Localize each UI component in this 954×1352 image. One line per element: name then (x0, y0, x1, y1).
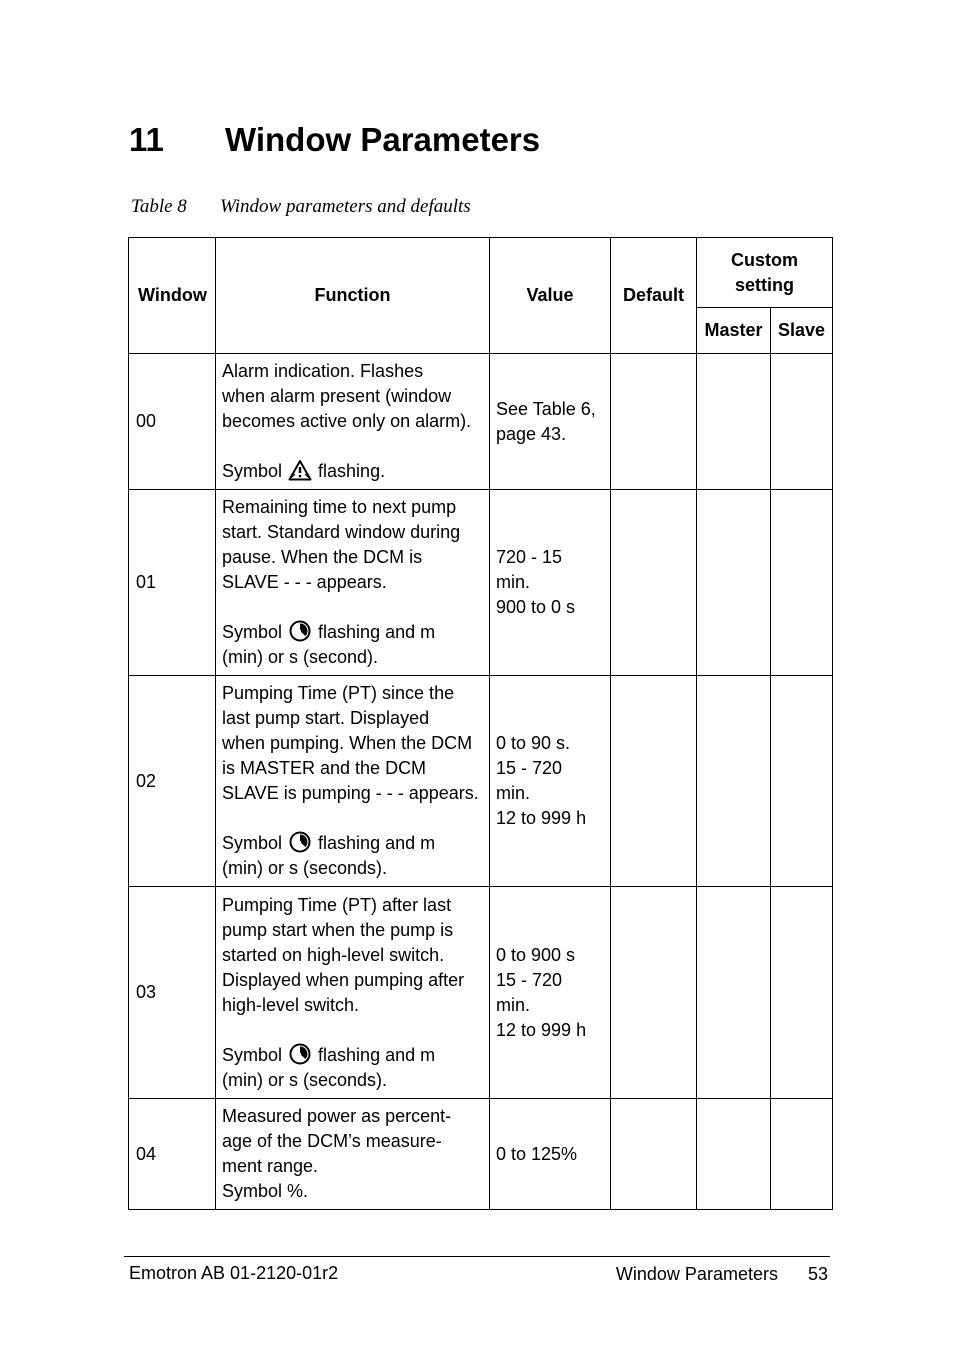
window-cell (129, 887, 216, 1099)
header-master: Master (697, 308, 771, 354)
function-cell (216, 1099, 490, 1210)
default-cell (611, 1099, 697, 1210)
value-cell (490, 354, 611, 490)
clock-icon (288, 1043, 312, 1065)
slave-cell (771, 354, 833, 490)
header-default: Default (611, 238, 697, 354)
master-cell (697, 354, 771, 490)
function-cell (216, 354, 490, 490)
function-cell (216, 490, 490, 676)
function-line: last pump start. Displayed (222, 708, 430, 728)
window-cell (129, 1099, 216, 1210)
symbol-extra: (min) or s (seconds). (222, 858, 388, 878)
default-cell (611, 887, 697, 1099)
window-number: 02 (136, 770, 157, 791)
function-line: Measured power as percent- (222, 1106, 452, 1126)
table-caption-text: Window parameters and defaults (220, 196, 471, 217)
symbol-extra: (min) or s (seconds). (222, 1069, 388, 1090)
value-line: min. (496, 994, 531, 1015)
symbol-line (222, 620, 483, 645)
value-cell (490, 1099, 611, 1210)
master-cell (697, 490, 771, 676)
symbol-prefix: Symbol (222, 833, 283, 853)
paragraph-gap (222, 1018, 483, 1043)
master-cell (697, 676, 771, 887)
value-line: 0 to 900 s (496, 944, 576, 965)
footer-document-id: Emotron AB 01-2120-01r2 (129, 1263, 339, 1283)
window-number: 00 (136, 411, 157, 431)
paragraph-gap (222, 595, 483, 620)
value-cell (490, 676, 611, 887)
slave-cell (771, 887, 833, 1099)
symbol-prefix: Symbol (222, 1044, 283, 1065)
symbol-prefix: Symbol (222, 461, 283, 481)
symbol-line (222, 831, 483, 856)
master-cell (697, 1099, 771, 1210)
value-line: 0 to 125% (496, 1143, 578, 1164)
slave-cell (771, 490, 833, 676)
master-cell (697, 887, 771, 1099)
symbol-line (222, 1043, 483, 1068)
value-line: 15 - 720 (496, 758, 563, 778)
window-parameters-table (128, 237, 833, 1210)
header-value: Value (490, 238, 611, 354)
table-row (129, 354, 833, 490)
symbol-suffix: flashing and m (318, 622, 436, 642)
slave-cell (771, 1099, 833, 1210)
default-cell (611, 354, 697, 490)
chapter-number: 11 (129, 121, 164, 158)
header-slave: Slave (771, 308, 833, 354)
value-line: See Table 6, (496, 398, 596, 419)
symbol-prefix: Symbol (222, 622, 283, 642)
table-row (129, 887, 833, 1099)
symbol-suffix: flashing and m (318, 833, 436, 853)
function-line: ment range. (222, 1156, 319, 1176)
default-cell (611, 490, 697, 676)
warning-icon (288, 459, 312, 481)
window-number: 03 (136, 982, 157, 1002)
function-line: is MASTER and the DCM (222, 758, 427, 778)
header-custom-setting: Custom setting (697, 238, 833, 308)
function-line: age of the DCM’s measure- (222, 1131, 442, 1151)
table-row (129, 490, 833, 676)
function-cell (216, 676, 490, 887)
chapter-title: Window Parameters (225, 121, 541, 158)
function-line: high-level switch. (222, 994, 360, 1015)
function-line: start. Standard window during (222, 522, 461, 542)
symbol-suffix: flashing and m (318, 1044, 436, 1065)
value-line: 0 to 90 s. (496, 733, 571, 753)
table-caption (131, 196, 471, 218)
value-line: 12 to 999 h (496, 1019, 587, 1040)
function-line: started on high-level switch. (222, 944, 445, 965)
value-line: min. (496, 572, 531, 592)
page-number: 53 (807, 1264, 828, 1284)
header-window: Window (129, 238, 216, 354)
table-caption-label: Table 8 (131, 196, 187, 217)
window-number: 01 (136, 572, 157, 592)
value-line: 12 to 999 h (496, 808, 587, 828)
symbol-line (222, 459, 483, 484)
table-row (129, 1099, 833, 1210)
window-cell (129, 354, 216, 490)
default-cell (611, 676, 697, 887)
clock-icon (288, 620, 312, 642)
value-line: page 43. (496, 423, 567, 444)
function-line: SLAVE is pumping - - - appears. (222, 783, 479, 803)
symbol-suffix: flashing. (318, 461, 386, 481)
window-cell (129, 490, 216, 676)
function-line: becomes active only on alarm). (222, 411, 472, 431)
footer-section-title: Window Parameters (615, 1264, 778, 1284)
function-line: when pumping. When the DCM (222, 733, 473, 753)
value-line: 900 to 0 s (496, 597, 576, 617)
table-row (129, 676, 833, 887)
value-line: min. (496, 783, 531, 803)
header-function: Function (216, 238, 490, 354)
paragraph-gap (222, 434, 483, 459)
value-line: 15 - 720 (496, 969, 563, 990)
symbol-extra: (min) or s (second). (222, 647, 379, 667)
clock-icon (288, 831, 312, 853)
function-line: Remaining time to next pump (222, 497, 457, 517)
function-line: Symbol %. (222, 1181, 309, 1201)
paragraph-gap (222, 806, 483, 831)
value-line: 720 - 15 (496, 547, 563, 567)
function-line: Pumping Time (PT) after last (222, 894, 452, 915)
value-cell (490, 490, 611, 676)
window-number: 04 (136, 1143, 157, 1164)
function-line: pause. When the DCM is (222, 547, 423, 567)
function-line: SLAVE - - - appears. (222, 572, 387, 592)
function-line: when alarm present (window (222, 386, 452, 406)
function-line: Pumping Time (PT) since the (222, 683, 455, 703)
footer-right (616, 1264, 828, 1285)
value-cell (490, 887, 611, 1099)
slave-cell (771, 676, 833, 887)
function-line: Displayed when pumping after (222, 969, 465, 990)
function-cell (216, 887, 490, 1099)
window-cell (129, 676, 216, 887)
function-line: Alarm indication. Flashes (222, 361, 424, 381)
chapter-heading (129, 118, 540, 162)
footer-divider (124, 1256, 830, 1257)
function-line: pump start when the pump is (222, 919, 454, 940)
